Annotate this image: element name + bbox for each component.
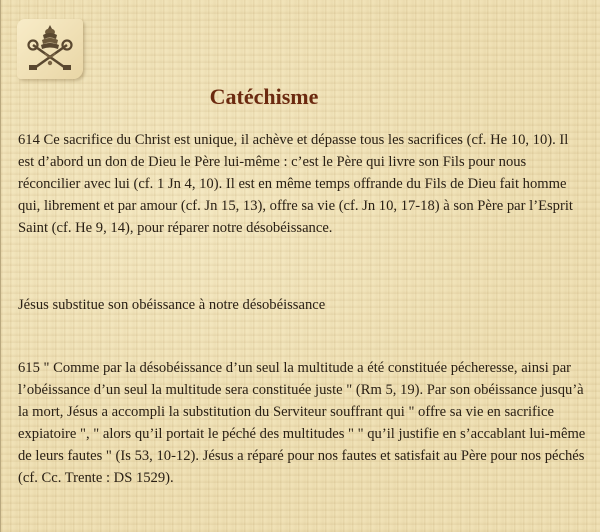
section-subheading: Jésus substitue son obéissance à notre désobéissance: [18, 297, 326, 313]
page-title: Catéchisme: [209, 84, 319, 109]
paragraph-614: 614 Ce sacrifice du Christ est unique, il achève et dépasse tous les sacrifices (cf. He 10, 10). Il est d’abord un don de Dieu le Père lui-même : c’est le Père qui livre son Fils pour nous réconcilier avec lui (cf. 1 Jn 4, 10). Il est en même temps offrande du Fils de Dieu fait homme qui, librement et par amour (cf. Jn 15, 13), offre sa vie (cf. Jn 10, 17-18) à son Père par l’Esprit Saint (cf. He 9, 14), pour réparer notre désobéissance.: [18, 132, 573, 236]
papal-keys-emblem-icon: [23, 23, 77, 75]
logo[interactable]: [17, 19, 83, 79]
paragraph-615: 615 " Comme par la désobéissance d’un seul la multitude a été constituée pécheresse, ainsi par l’obéissance d’un seul la multitude sera constituée juste " (Rm 5, 19). Par son obéissance jusqu’à la mort, Jésus a accompli la substitution du Serviteur souffrant qui " offre sa vie en sacrifice expiatoire ", " alors qu’il portait le péché des multitudes " " qu’il justifie en s’accablant lui-même de leurs fautes " (Is 53, 10-12). Jésus a réparé pour nos fautes et satisfait au Père pour nos péchés (cf. Cc. Trente : DS 1529).: [18, 360, 586, 486]
